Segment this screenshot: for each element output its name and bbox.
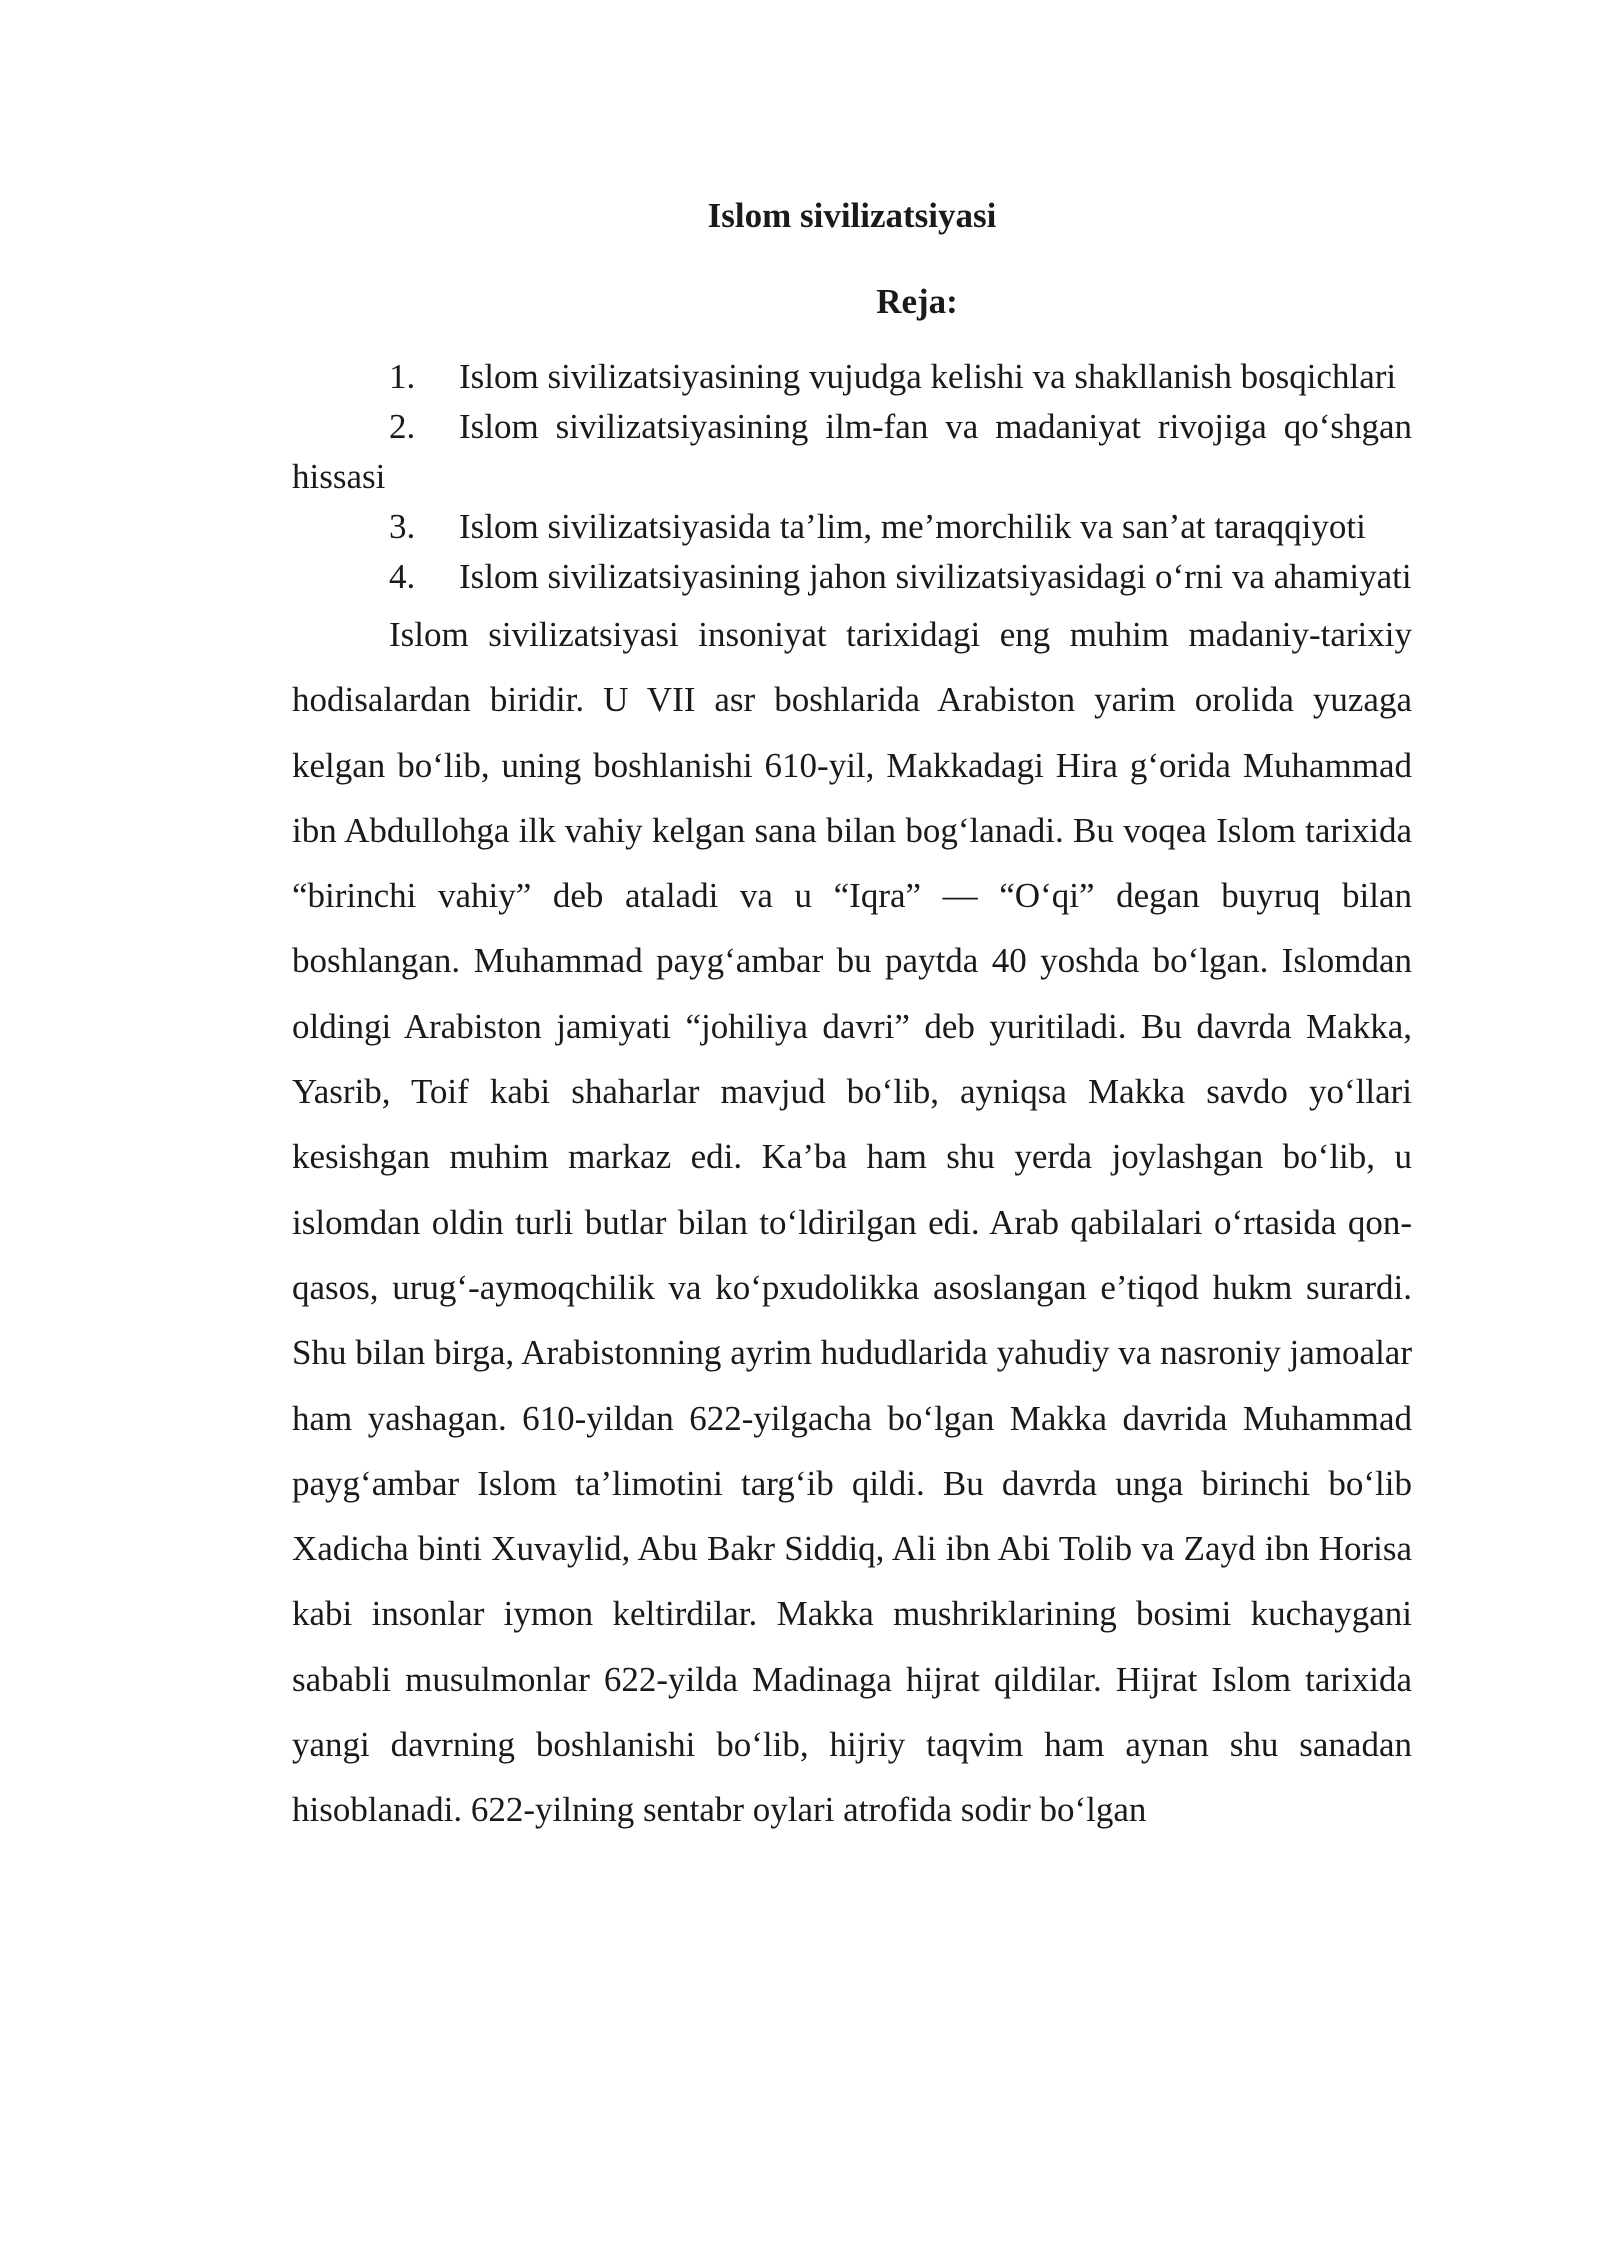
document-title: Islom sivilizatsiyasi — [707, 196, 997, 235]
plan-item-number: 2. — [389, 407, 416, 446]
plan-item — [292, 402, 1412, 502]
plan-item-number: 4. — [389, 557, 416, 596]
plan-item-text: Islom sivilizatsiyasining jahon sivilizatsiyasidagi o‘rni va ahamiyati — [459, 557, 1412, 596]
plan-item — [292, 352, 1412, 402]
plan-item-number: 3. — [389, 507, 416, 546]
plan-item-text: Islom sivilizatsiyasining ilm-fan va madaniyat rivojiga qo‘shgan hissasi — [292, 407, 1412, 496]
plan-item-number: 1. — [389, 357, 416, 396]
body-paragraph: Islom sivilizatsiyasi insoniyat tarixidagi eng muhim madaniy-tarixiy hodisalardan biridir. U VII asr boshlarida Arabiston yarim orolida yuzaga kelgan bo‘lib, uning boshlanishi 610-yil, Makkadagi Hira g‘orida Muhammad ibn Abdullohga ilk vahiy kelgan sana bilan bog‘lanadi. Bu voqea Islom tarixida “birinchi vahiy” deb ataladi va u “Iqra” — “O‘qi” degan buyruq bilan boshlangan. Muhammad payg‘ambar bu paytda 40 yoshda bo‘lgan. Islomdan oldingi Arabiston jamiyati “johiliya davri” deb yuritiladi. Bu davrda Makka, Yasrib, Toif kabi shaharlar mavjud bo‘lib, ayniqsa Makka savdo yo‘llari kesishgan muhim markaz edi. Ka’ba ham shu yerda joylashgan bo‘lib, u islomdan oldin turli butlar bilan to‘ldirilgan edi. Arab qabilalari o‘rtasida qon-qasos, urug‘-aymoqchilik va ko‘pxudolikka asoslangan e’tiqod hukm surardi. Shu bilan birga, Arabistonning ayrim hududlarida yahudiy va nasroniy jamoalar ham yashagan. 610-yildan 622-yilgacha bo‘lgan Makka davrida Muhammad payg‘ambar Islom ta’limotini targ‘ib qildi. Bu davrda unga birinchi bo‘lib Xadicha binti Xuvaylid, Abu Bakr Siddiq, Ali ibn Abi Tolib va Zayd ibn Horisa kabi insonlar iymon keltirdilar. Makka mushriklarining bosimi kuchaygani sababli musulmonlar 622-yilda Madinaga hijrat qildilar. Hijrat Islom tarixida yangi davrning boshlanishi bo‘lib, hijriy taqvim ham aynan shu sanadan hisoblanadi. 622-yilning sentabr oylari atrofida sodir bo‘lgan — [292, 615, 1412, 1830]
plan-list — [292, 352, 1412, 602]
plan-item-text: Islom sivilizatsiyasining vujudga kelishi va shakllanish bosqichlari — [459, 357, 1397, 396]
plan-item — [292, 552, 1412, 602]
plan-item — [292, 502, 1412, 552]
document-page — [292, 190, 1412, 1843]
plan-heading: Reja: — [876, 282, 958, 321]
plan-item-text: Islom sivilizatsiyasida ta’lim, me’morchilik va san’at taraqqiyoti — [459, 507, 1366, 546]
